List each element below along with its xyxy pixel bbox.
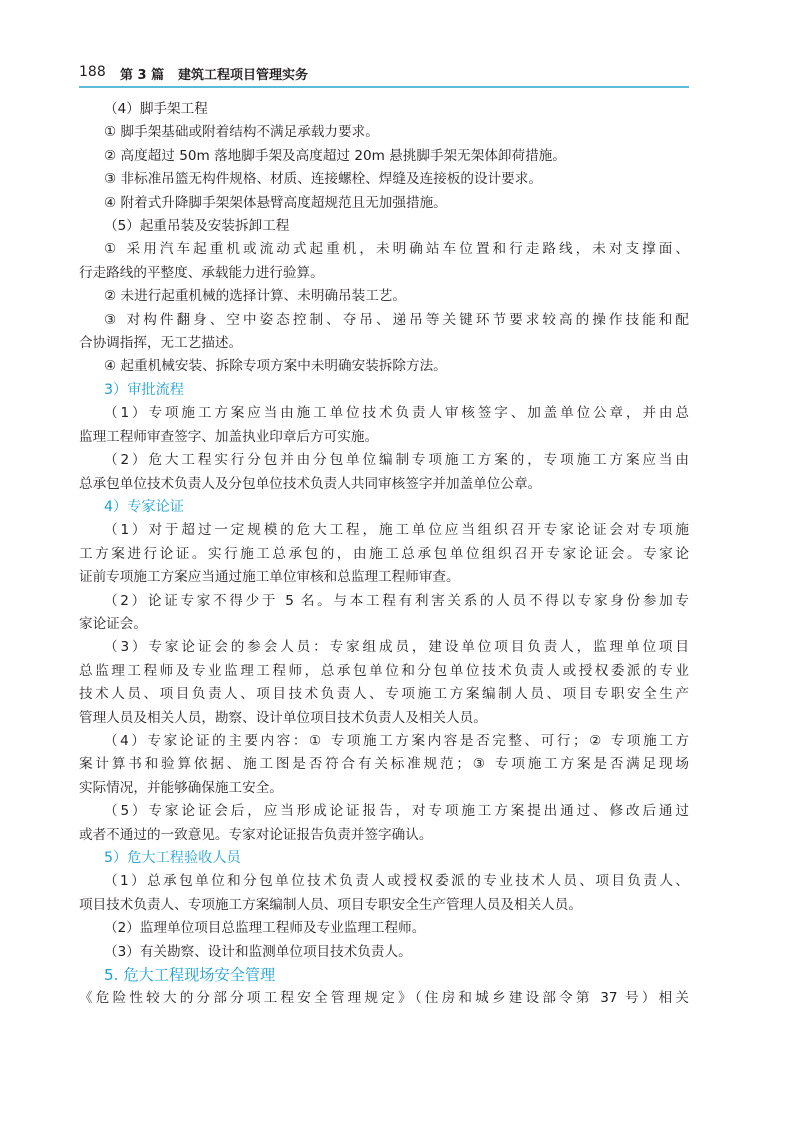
paragraph-line: （4）专家论证的主要内容：① 专项施工方案内容是否完整、可行；② 专项施工方 — [104, 732, 689, 749]
section-heading: 4）专家论证 — [104, 498, 184, 515]
paragraph-line: 案计算书和验算依据、施工图是否符合有关标准规范；③ 专项施工方案是否满足现场 — [79, 756, 689, 773]
paragraph-line: （2）监理单位项目总监理工程师及专业监理工程师。 — [104, 920, 426, 937]
paragraph-line: 或者不通过的一致意见。专家对论证报告负责并签字确认。 — [79, 826, 433, 843]
paragraph-line: ① 脚手架基础或附着结构不满足承载力要求。 — [104, 124, 379, 141]
chapter-section-heading: 5. 危大工程现场安全管理 — [104, 966, 276, 985]
paragraph-line: （3）专家论证会的参会人员：专家组成员，建设单位项目负责人，监理单位项目 — [104, 639, 689, 656]
paragraph-line: 项目技术负责人、专项施工方案编制人员、项目专职安全生产管理人员及相关人员。 — [79, 896, 582, 913]
paragraph-line: 总承包单位技术负责人及分包单位技术负责人共同审核签字并加盖单位公章。 — [79, 475, 542, 492]
paragraph-line: （1）总承包单位和分包单位技术负责人或授权委派的专业技术人员、项目负责人、 — [104, 873, 689, 890]
paragraph-line: 总监理工程师及专业监理工程师，总承包单位和分包单位技术负责人或授权委派的专业 — [79, 662, 689, 679]
paragraph-line: ④ 附着式升降脚手架架体悬臂高度超规范且无加强措施。 — [104, 194, 447, 211]
paragraph-line: （1）专项施工方案应当由施工单位技术负责人审核签字、加盖单位公章，并由总 — [104, 405, 689, 422]
paragraph-line: （2）论证专家不得少于 5 名。与本工程有利害关系的人员不得以专家身份参加专 — [104, 592, 689, 609]
paragraph-line: ③ 对构件翻身、空中姿态控制、夺吊、递吊等关键环节要求较高的操作技能和配 — [104, 311, 689, 328]
paragraph-line: ④ 起重机械安装、拆除专项方案中未明确安装拆除方法。 — [104, 358, 447, 375]
item-heading: （5）起重吊装及安装拆卸工程 — [104, 218, 290, 235]
paragraph-line: （2）危大工程实行分包并由分包单位编制专项施工方案的，专项施工方案应当由 — [104, 452, 689, 469]
running-header — [0, 62, 800, 86]
section-heading: 3）审批流程 — [104, 381, 184, 398]
paragraph-line: 监理工程师审查签字、加盖执业印章后方可实施。 — [79, 428, 379, 445]
paragraph-line: （5）专家论证会后，应当形成论证报告，对专项施工方案提出通过、修改后通过 — [104, 803, 689, 820]
paragraph-line: （1）对于超过一定规模的危大工程，施工单位应当组织召开专家论证会对专项施 — [104, 522, 689, 539]
paragraph-line: 实际情况，并能够确保施工安全。 — [79, 779, 283, 796]
paragraph-line: 工方案进行论证。实行施工总承包的，由施工总承包单位组织召开专家论证会。专家论 — [79, 545, 689, 562]
paragraph-line: 《危险性较大的分部分项工程安全管理规定》（住房和城乡建设部令第 37 号）相关 — [79, 990, 689, 1007]
chapter-title: 建筑工程项目管理实务 — [178, 68, 309, 83]
paragraph-line: 技术人员、项目负责人、项目技术负责人、专项施工方案编制人员、项目专职安全生产 — [79, 686, 689, 703]
paragraph-line: ① 采用汽车起重机或流动式起重机，未明确站车位置和行走路线，未对支撑面、 — [104, 241, 689, 258]
paragraph-line: （3）有关勘察、设计和监测单位项目技术负责人。 — [104, 943, 412, 960]
paragraph-line: 合协调指挥，无工艺描述。 — [79, 335, 243, 352]
paragraph-line: ② 未进行起重机械的选择计算、未明确吊装工艺。 — [104, 288, 406, 305]
paragraph-line: 管理人员及相关人员，勘察、设计单位项目技术负责人及相关人员。 — [79, 709, 487, 726]
paragraph-line: ② 高度超过 50m 落地脚手架及高度超过 20m 悬挑脚手架无架体卸荷措施。 — [104, 147, 566, 164]
paragraph-line: 证前专项施工方案应当通过施工单位审核和总监理工程师审查。 — [79, 569, 460, 586]
paragraph-line: ③ 非标准吊篮无构件规格、材质、连接螺栓、焊缝及连接板的设计要求。 — [104, 171, 542, 188]
header-divider — [79, 86, 689, 88]
paragraph-line: 行走路线的平整度、承载能力进行验算。 — [79, 264, 324, 281]
chapter-label: 第 3 篇 — [120, 68, 165, 83]
paragraph-line: 家论证会。 — [79, 615, 147, 632]
item-heading: （4）脚手架工程 — [104, 101, 208, 117]
section-heading: 5）危大工程验收人员 — [104, 850, 241, 866]
page-number: 188 — [79, 64, 106, 80]
page-body — [79, 98, 689, 1011]
